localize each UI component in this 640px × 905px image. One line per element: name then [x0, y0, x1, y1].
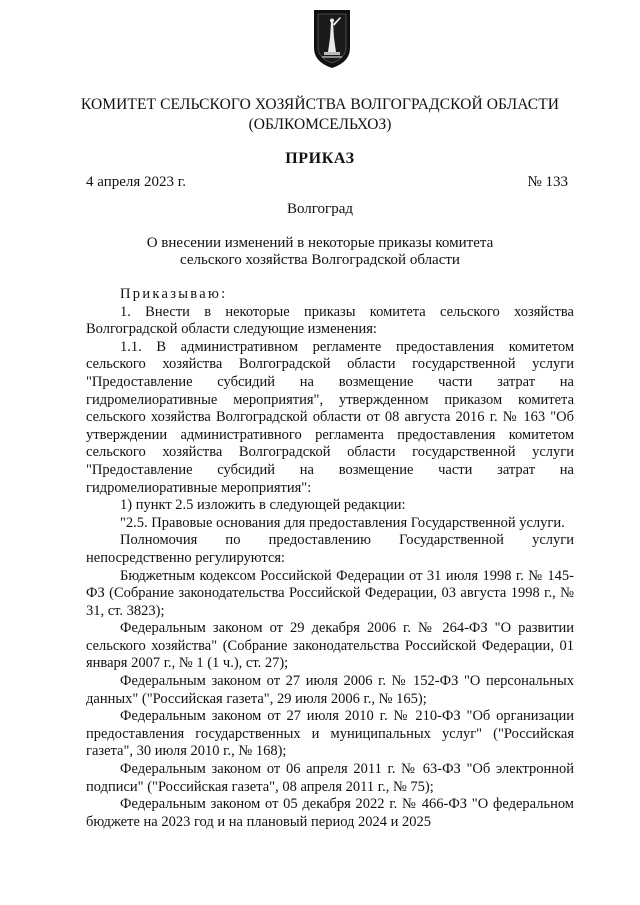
- document-subject-line-1: О внесении изменений в некоторые приказы комитета: [146, 235, 494, 251]
- body-paragraph: Федеральным законом от 29 декабря 2006 г. № 264-ФЗ "О развитии сельского хозяйства" (Собрание законодательства Российской Федерации, 01 января 2007 г., № 1 (1 ч.), ст. 27);: [86, 620, 574, 672]
- body-paragraph: Полномочия по предоставлению Государственной услуги непосредственно регулируются:: [86, 532, 574, 566]
- body-paragraph: Федеральным законом от 06 апреля 2011 г. № 63-ФЗ "Об электронной подписи" ("Российская газета", 08 апреля 2011 г., № 75);: [86, 761, 574, 795]
- document-subject-line-2: сельского хозяйства Волгоградской области: [180, 252, 460, 268]
- document-number: № 133: [527, 174, 568, 190]
- organization-abbreviation: (ОБЛКОМСЕЛЬХОЗ): [248, 116, 392, 133]
- body-paragraph: 1) пункт 2.5 изложить в следующей редакции:: [120, 497, 406, 514]
- body-paragraph: Федеральным законом от 05 декабря 2022 г. № 466-ФЗ "О федеральном бюджете на 2023 год и на плановый период 2024 и 2025: [86, 796, 574, 830]
- organization-name: КОМИТЕТ СЕЛЬСКОГО ХОЗЯЙСТВА ВОЛГОГРАДСКОЙ ОБЛАСТИ: [80, 96, 560, 113]
- body-paragraph: "2.5. Правовые основания для предоставления Государственной услуги.: [120, 514, 565, 531]
- body-paragraph: 1.1. В административном регламенте предоставления комитетом сельского хозяйства Волгоградской области государственной услуги "Предоставление субсидий на возмещение части затрат на гидромелиоративные мероприятия", утвержденном приказом комитета сельского хозяйства Волгоградской области от 08 августа 2016 г. № 163 "Об утверждении административного регламента предоставления комитетом сельского хозяйства Волгоградской области государственной услуги "Предоставление субсидий на возмещение части затрат на гидромелиоративные мероприятия":: [86, 338, 574, 496]
- document-body: [86, 286, 574, 831]
- document-date: 4 апреля 2023 г.: [86, 174, 186, 190]
- order-directive: Приказываю:: [120, 286, 228, 302]
- body-paragraph: Федеральным законом от 27 июля 2006 г. № 152-ФЗ "О персональных данных" ("Российская газета", 29 июля 2006 г., № 165);: [86, 673, 574, 707]
- document-city: Волгоград: [286, 201, 353, 217]
- body-paragraph: Федеральным законом от 27 июля 2010 г. № 210-ФЗ "Об организации предоставления государственных и муниципальных услуг" ("Российская газета", 30 июля 2010 г., № 168);: [86, 708, 574, 760]
- body-paragraph: 1. Внести в некоторые приказы комитета сельского хозяйства Волгоградской области следующие изменения:: [86, 303, 574, 338]
- volgograd-emblem-icon: [312, 8, 352, 70]
- body-paragraph: Бюджетным кодексом Российской Федерации от 31 июля 1998 г. № 145-ФЗ (Собрание законодательства Российской Федерации, 03 августа 1998 г., № 31, ст. 3823);: [86, 567, 574, 619]
- document-type-title: ПРИКАЗ: [285, 150, 355, 167]
